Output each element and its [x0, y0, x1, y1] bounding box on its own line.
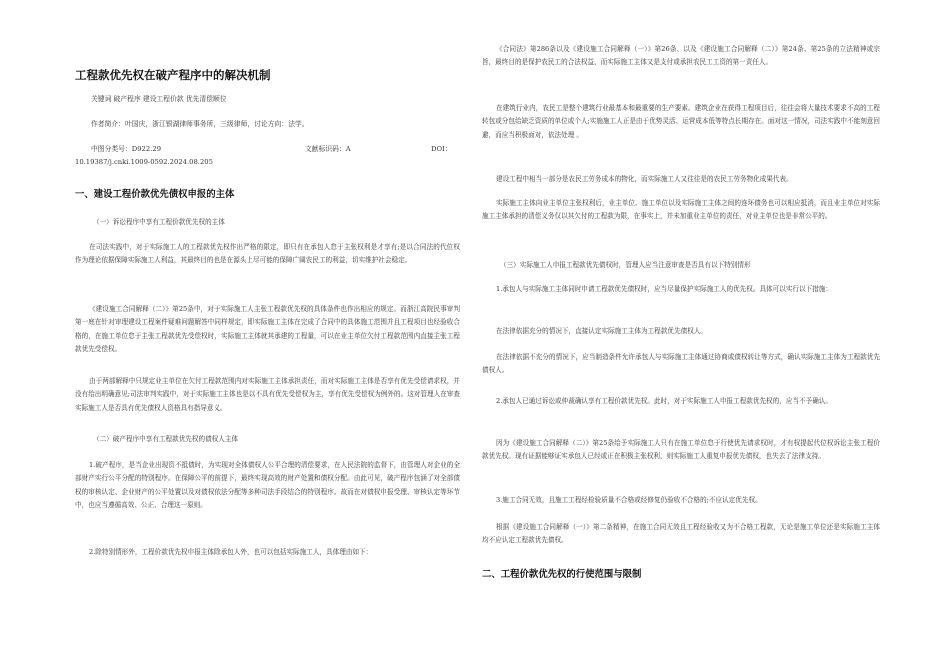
- keywords-text: 关键词 破产程序 建设工程价款 优先清偿顺位: [91, 95, 227, 103]
- paragraph: 2.承包人已通过诉讼或仲裁确认享有工程价款优先权。此时，对于实际施工人申报工程款优先权的，应当不予确认。: [496, 397, 832, 405]
- paragraph: 在建筑行业内，农民工是整个建筑行业最基本和最重要的生产要素。建筑企业在获得工程项目后，往往会将大量技术要求不高的工程转包或分包给缺乏资质的单位或个人;实施施工人正是由于优势灵活、运营成本低等特点长期存在。面对这一情况，司法实践中不能刻意回避，而应当积极面对，依法处理 。: [482, 104, 880, 139]
- subheading-1: （一）诉讼程序中享有工程价款优先权的主体: [93, 218, 225, 226]
- paragraph: 1.承包人与实际施工主体同时申请工程款优先债权时，应当尽量保护实际施工人的优先权。具体可以实行以下措施：: [496, 285, 832, 293]
- classification-block: [75, 143, 460, 169]
- author-text: 作者简介：叶国庆，浙江银湖律师事务所，三级律师，讨论方向：法学。: [91, 120, 309, 128]
- paragraph: 在法律依据充分的情况下，直接认定实际施工主体为工程款优先债权人。: [496, 327, 707, 335]
- keywords: [75, 94, 460, 104]
- paragraph: 由于两部解释中只规定业主单位在欠付工程款范围内对实际施工主体承担责任，而对实际施工主体是否享有优先受偿请求权，并没有给出明确意见;司法审判实践中，对于实际施工主体也是以不具有优先受偿权为主，享有优先受偿权为例外的。这对管理人在审查实际施工人是否具有优先债权人资格具有指导意义。: [75, 377, 460, 412]
- paragraph: 建设工程中相当一部分是农民工劳务成本的物化，而实际施工人又往往是的农民工劳务物化成果代表。: [496, 175, 793, 183]
- paragraph: 1.破产程序，是当企业出现资不抵债时，为实现对全体债权人公平合理的清偿要求，在人民法院的监督下，由管理人对企业的全部财产实行公平分配的特别程序。在保障公平的前提下，最终实现高效的财产处置和债权分配。由此可见，破产程序包涵了对全部债权的审核认定、企业财产的公平处置以及对债权依法分配等多种司法手段结合的特别程序。故而在对债权申报受理、审核认定等环节中，也应当遵循高效、公正、合理这一原则。: [75, 461, 460, 510]
- doi-value: 10.19387/j.cnki.1009-0592.2024.08.205: [75, 158, 213, 166]
- section-heading-2: 二、工程价款优先权的行使范围与限制: [482, 569, 642, 580]
- paper-title: 工程款优先权在破产程序中的解决机制: [75, 68, 271, 82]
- section-heading-1: 一、建设工程价款优先债权申报的主体: [75, 189, 235, 200]
- paragraph: 《建设施工合同解释（二）》第25条中，对于实际施工人主张工程款优先权的具体条件也作出相应的规定。而浙江高院民事审判第一庭在针对审理建设工程案件疑难问题解答中同样规定，即实际施工主体在完成了合同中的具体施工范围并且工程项目也经验收合格的，在施工单位怠于主张工程款优先受偿权时，实际施工主体就其承建的工程量，可以在业主单位欠付工程款范围内直接主张工程款优先受偿权。: [75, 305, 460, 354]
- paragraph: 2.除特别情形外，工程价款优先权申报主体除承包人外，也可以包括实际施工人，具体理由如下：: [89, 548, 373, 556]
- paragraph: 因为《建设施工合同解释（二）》第25条给予实际施工人只有在施工单位怠于行使优先请求权时，才有权提起代位权诉讼主张工程价款优先权。现有证据能够证实承包人已经或正在积极主张权利，则实际施工人重复申报优先债权，也失去了法律支持。: [482, 439, 880, 461]
- paragraph: 《合同法》第286条以及《建设施工合同解释（一）》第26条、以及《建设施工合同解释（二）》第24条、第25条的立法精神或宗旨，最终目的是保护农民工的合法权益，而实际施工主体又是支付或承担农民工工资的第一责任人。: [482, 45, 880, 67]
- subheading-3: （三）实际施工人申报工程款优先债权时，管理人应当注意审查是否具有以下特别情形: [500, 261, 751, 269]
- paragraph: 实际施工主体向业主单位主张权利后，业主单位、施工单位以及实际施工主体之间的连环债务也可以相应抵消，而且业主单位对实际施工主体承担的清偿义务仅以其欠付的工程款为限，在事实上，并未加重业主单位的责任，对业主单位也是非常公平的。: [482, 199, 880, 221]
- paragraph: 在法律依据不充分的情况下，应当制造条件允许承包人与实际施工主体通过协商或债权转让等方式，确认实际施工主体为工程款优先债权人。: [482, 353, 880, 375]
- paragraph: 3.施工合同无效，且施工工程经检验质量不合格或经修复仍验收不合格的;不应认定优先权。: [496, 496, 762, 504]
- document-code: 文献标识码：A: [305, 145, 351, 153]
- paragraph: 在司法实践中，对于实际施工人的工程款优先权作出严格的限定，即只有在承包人怠于主张权利是才享有;是以合同法的代位权作为理论依据保障实际施工人利益，其最终目的也是在源头上尽可能的保障广阔农民工的利益，切实维护社会稳定。: [75, 243, 460, 265]
- paragraph: 根据《建设施工合同解释（一）》第二条精神，在施工合同无效且工程经验收又为不合格工程款，无论是施工单位还是实际施工主体均不应认定工程款优先债权。: [482, 523, 880, 545]
- author-note: [75, 119, 460, 129]
- doi-label: DOI：: [431, 145, 452, 153]
- subheading-2: （二）破产程序中享有工程款优先权的债权人主体: [93, 435, 239, 443]
- clc-number: 中图分类号：D922.29: [91, 145, 162, 153]
